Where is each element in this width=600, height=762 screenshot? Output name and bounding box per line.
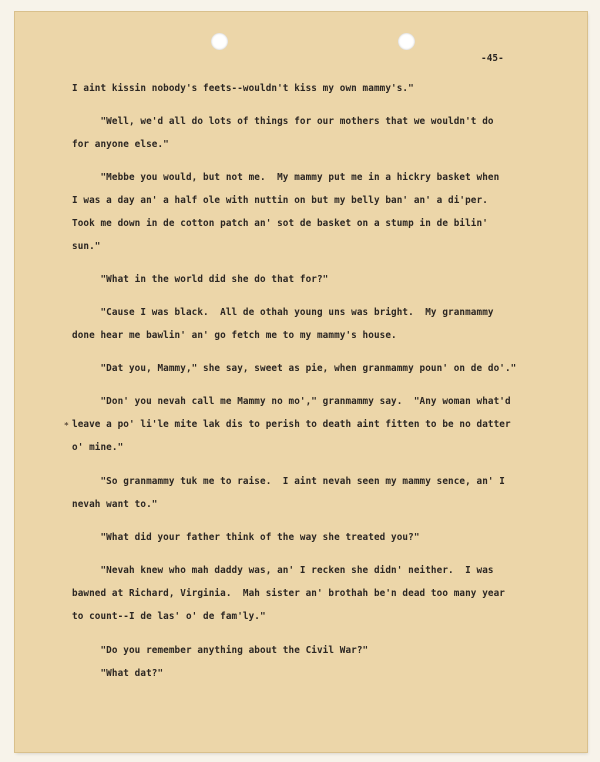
text-line: for anyone else." [72,139,169,150]
text-line: "Cause I was black. All de othah young uns was bright. My granmammy [72,307,494,318]
text-line: bawned at Richard, Virginia. Mah sister an' brothah be'n dead too many year [72,588,505,599]
text-line: nevah want to." [72,499,158,510]
text-line: sun." [72,241,101,252]
text-line: Took me down in de cotton patch an' sot de basket on a stump in de bilin' [72,218,488,229]
margin-mark: * [64,421,69,430]
text-line: I was a day an' a half ole with nuttin on but my belly ban' an' a di'per. [72,195,488,206]
text-line: leave a po' li'le mite lak dis to perish to death aint fitten to be no datter [72,419,511,430]
text-line: I aint kissin nobody's feets--wouldn't kiss my own mammy's." [72,83,414,94]
text-line: to count--I de las' o' de fam'ly." [72,611,266,622]
text-line: "Do you remember anything about the Civil War?" [72,645,369,656]
text-line: o' mine." [72,442,124,453]
text-line: done hear me bawlin' an' go fetch me to my mammy's house. [72,330,397,341]
page-number: -45- [481,53,504,64]
text-line: "What dat?" [72,668,164,679]
punch-hole-right [398,33,415,50]
text-line: "Don' you nevah call me Mammy no mo'," granmammy say. "Any woman what'd [72,396,511,407]
text-line: "Well, we'd all do lots of things for our mothers that we wouldn't do [72,116,494,127]
text-line: "What in the world did she do that for?" [72,274,329,285]
text-line: "Nevah knew who mah daddy was, an' I recken she didn' neither. I was [72,565,494,576]
text-line: "Mebbe you would, but not me. My mammy put me in a hickry basket when [72,172,500,183]
punch-hole-left [211,33,228,50]
text-line: "So granmammy tuk me to raise. I aint nevah seen my mammy sence, an' I [72,476,505,487]
document-page [15,12,587,752]
text-line: "What did your father think of the way she treated you?" [72,532,420,543]
text-line: "Dat you, Mammy," she say, sweet as pie, when granmammy poun' on de do'." [72,363,517,374]
